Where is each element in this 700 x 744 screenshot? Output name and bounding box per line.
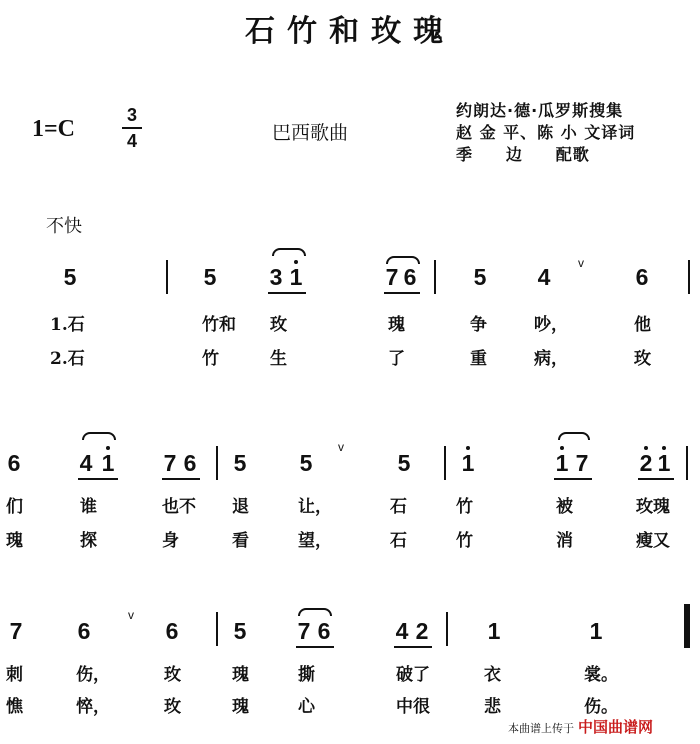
lyric: 伤，: [76, 665, 110, 685]
barline: [444, 446, 446, 480]
footer-text: 本曲谱上传于: [508, 722, 574, 735]
lyric: 争: [470, 315, 487, 335]
lyric: 伤。: [584, 697, 618, 717]
final-barline: [684, 604, 690, 648]
lyric: 玫: [270, 315, 287, 335]
eighth-underline: [554, 478, 592, 480]
note: 5: [203, 264, 217, 290]
note: 1: [461, 450, 475, 476]
note: 6: [77, 618, 91, 644]
page-title: 石竹和玫瑰: [245, 14, 455, 49]
lyric: 憔: [6, 697, 23, 717]
note: 3: [269, 264, 283, 290]
lyric: 也不: [162, 497, 196, 517]
lyric: 玫瑰: [636, 497, 670, 517]
slur: [82, 432, 116, 440]
eighth-underline: [394, 646, 432, 648]
barline: [434, 260, 436, 294]
barline: [216, 612, 218, 646]
note: 6: [7, 450, 21, 476]
song-origin: 巴西歌曲: [272, 122, 349, 144]
credit-translator: 赵 金 平、陈 小 文译词: [456, 123, 636, 142]
eighth-underline: [78, 478, 118, 480]
slur: [298, 608, 332, 616]
lyric: 让，: [298, 497, 332, 517]
time-signature: [122, 104, 142, 152]
lyric: 中很: [396, 697, 430, 717]
lyric: 消: [556, 531, 573, 551]
breath-mark: v: [338, 440, 344, 454]
lyric: 瘦又: [636, 531, 670, 551]
lyric: 破了: [396, 665, 430, 685]
lyric: 吵，: [534, 315, 568, 335]
barline: [446, 612, 448, 646]
lyric: 瑰: [232, 697, 249, 717]
credit-collector: 约朗达·德·瓜罗斯搜集: [456, 101, 624, 120]
lyric: 玫: [634, 349, 651, 369]
note: 1: [289, 264, 303, 290]
barline: [688, 260, 690, 294]
eighth-underline: [384, 292, 420, 294]
lyric: 裳。: [584, 665, 618, 685]
note: 4: [537, 264, 551, 290]
footer-site-link[interactable]: 中国曲谱网: [578, 718, 654, 736]
eighth-underline: [638, 478, 674, 480]
note: 7: [575, 450, 589, 476]
lyric: 悲: [484, 697, 501, 717]
lyric: 悴，: [76, 697, 110, 717]
lyric: 竹: [202, 349, 219, 369]
breath-mark: v: [578, 256, 584, 270]
high-octave-dot: [466, 446, 470, 450]
note: 7: [163, 450, 177, 476]
lyric: 1.石: [50, 315, 85, 335]
lyric: 瑰: [6, 531, 23, 551]
note: 6: [403, 264, 417, 290]
high-octave-dot: [106, 446, 110, 450]
note: 5: [233, 450, 247, 476]
note: 7: [9, 618, 23, 644]
lyric: 石: [390, 497, 407, 517]
lyric: 撕: [298, 665, 315, 685]
note: 1: [555, 450, 569, 476]
lyric: 退: [232, 497, 249, 517]
note: 5: [233, 618, 247, 644]
high-octave-dot: [662, 446, 666, 450]
slur: [272, 248, 306, 256]
breath-mark: v: [128, 608, 134, 622]
note: 7: [385, 264, 399, 290]
lyric: 望，: [298, 531, 332, 551]
note: 4: [79, 450, 93, 476]
lyric: 他: [634, 315, 651, 335]
lyric: 看: [232, 531, 249, 551]
lyric: 谁: [80, 497, 97, 517]
lyric: 石: [390, 531, 407, 551]
time-signature-top: 3: [126, 105, 137, 125]
note: 6: [317, 618, 331, 644]
note: 6: [165, 618, 179, 644]
lyric: 生: [270, 349, 287, 369]
lyric: 玫: [164, 665, 181, 685]
lyric: 重: [470, 349, 487, 369]
key-signature: 1=C: [32, 116, 76, 142]
note: 1: [657, 450, 671, 476]
lyric: 玫: [164, 697, 181, 717]
time-signature-bar: [122, 127, 142, 129]
lyric: 瑰: [388, 315, 405, 335]
note: 1: [487, 618, 501, 644]
lyric: 病，: [534, 349, 568, 369]
barline: [166, 260, 168, 294]
note: 5: [397, 450, 411, 476]
footer-watermark: [508, 716, 653, 737]
tempo-marking: 不快: [46, 216, 82, 237]
note: 2: [415, 618, 429, 644]
lyric: 瑰: [232, 665, 249, 685]
credit-arranger: 季 边 配歌: [456, 145, 590, 164]
barline: [216, 446, 218, 480]
note: 6: [183, 450, 197, 476]
note: 5: [473, 264, 487, 290]
eighth-underline: [162, 478, 200, 480]
lyric: 竹: [456, 497, 473, 517]
lyric: 探: [80, 531, 97, 551]
note: 1: [589, 618, 603, 644]
lyric: 心: [298, 697, 315, 717]
high-octave-dot: [644, 446, 648, 450]
time-signature-bottom: 4: [126, 131, 137, 151]
eighth-underline: [268, 292, 306, 294]
high-octave-dot: [560, 446, 564, 450]
high-octave-dot: [294, 260, 298, 264]
slur: [558, 432, 590, 440]
note: 5: [63, 264, 77, 290]
lyric: 刺: [6, 665, 23, 685]
lyric: 身: [162, 531, 179, 551]
slur: [386, 256, 420, 264]
lyric: 竹: [456, 531, 473, 551]
note: 7: [297, 618, 311, 644]
lyric: 竹和: [202, 315, 236, 335]
barline: [686, 446, 688, 480]
note: 4: [395, 618, 409, 644]
note: 2: [639, 450, 653, 476]
lyric: 被: [556, 497, 573, 517]
note: 5: [299, 450, 313, 476]
eighth-underline: [296, 646, 334, 648]
lyric: 们: [6, 497, 23, 517]
lyric: 了: [388, 349, 405, 369]
note: 6: [635, 264, 649, 290]
lyric: 2.石: [50, 349, 85, 369]
lyric: 衣: [484, 665, 501, 685]
note: 1: [101, 450, 115, 476]
